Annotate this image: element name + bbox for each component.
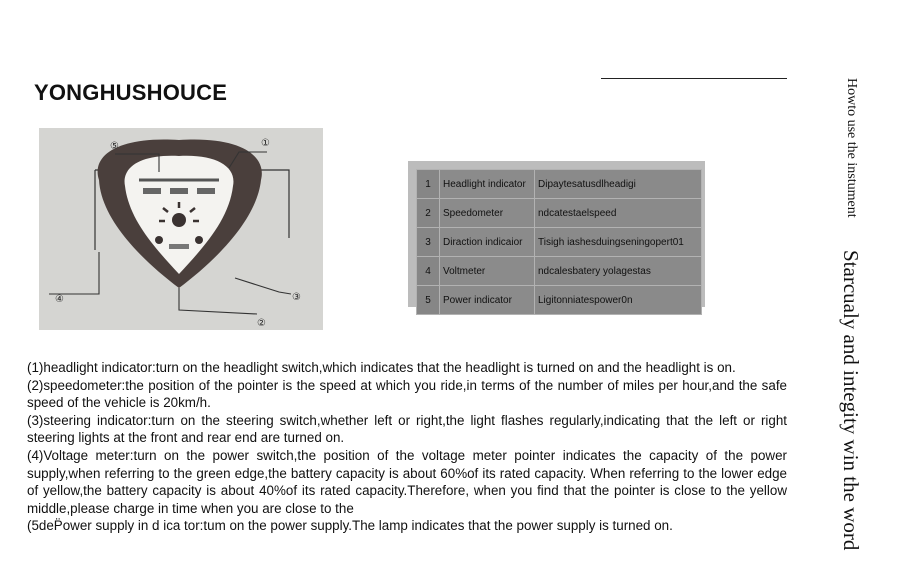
indicator-description: ndcalesbatery yolagestas [535,257,702,286]
paragraph-voltage: (4)Voltage meter:turn on the power switch,the position of the voltage meter pointer indicates the capacity of the power supply,when referring to the green edge,the battery capacity is about 60%of its rated capacity. When referring to the lower edge of yellow,the battery capacity is about 40%of its rated capacity.Therefore, when you find that the pointer is close to the yellow middle,please charge in time when you are close to the [27,447,787,516]
maker-mark [169,244,189,249]
callout-leader-4 [49,252,99,294]
side-heading-slogan: Starcualy and integity win the word [839,249,863,550]
paragraph-steering: (3)steering indicator:turn on the steering switch,whether left or right,the light flashes regularly,indicating that the left or right steering lights at the front and rear end are turned on. [27,412,787,446]
paragraph-headlight: (1)headlight indicator:turn on the headlight switch,which indicates that the headlight is turned on and the headlight is on. [27,360,736,375]
brand-title: YONGHUSHOUCE [34,80,228,105]
dashboard-svg [39,128,323,330]
dashboard-illustration [39,128,323,330]
callout-2: ② [257,318,266,329]
indicator-name: Speedometer [440,199,535,228]
row-number: 4 [417,257,440,286]
gauge-hub [172,213,186,227]
indicator-description: Ligitonniatespower0n [535,286,702,315]
indicator-description: Tisigh iashesduingseningopert01 [535,228,702,257]
indicator-name: Voltmeter [440,257,535,286]
indicator-description: ndcatestaelspeed [535,199,702,228]
indicator-description: Dipaytesatusdlheadigi [535,170,702,199]
table-row [417,257,702,286]
indicator-name: Diraction indicaior [440,228,535,257]
row-number: 3 [417,228,440,257]
indicator-segment [170,188,188,194]
table-row [417,286,702,315]
table-row [417,170,702,199]
indicator-name: Headlight indicator [440,170,535,199]
table-row [417,228,702,257]
right-lamp-dot [195,236,203,244]
indicator-table-panel [408,161,705,307]
callout-5: ⑤ [110,141,119,152]
callout-4: ④ [55,294,64,305]
paragraph-speedometer: (2)speedometer:the position of the pointer is the speed at which you ride,in terms of the number of miles per hour,and the safe speed of the vehicle is 20km/h. [27,377,787,411]
indicator-segment [143,188,161,194]
indicator-segment [197,188,215,194]
callout-1: ① [261,138,270,149]
indicator-table [416,169,702,315]
top-divider [601,78,787,79]
callout-3: ③ [292,292,301,303]
side-heading [838,78,863,550]
left-lamp-dot [155,236,163,244]
row-number: 5 [417,286,440,315]
callout-leader-3 [235,278,291,294]
row-number: 2 [417,199,440,228]
callout-leader-2 [179,288,257,314]
paragraph-power: (5deP̈ower supply in d ica tor:tum on the power supply.The lamp indicates that the power supply is turned on. [27,518,673,534]
table-row [417,199,702,228]
instructions-body [27,359,787,535]
indicator-name: Power indicator [440,286,535,315]
side-heading-title: Howto use the instument [844,78,859,218]
row-number: 1 [417,170,440,199]
